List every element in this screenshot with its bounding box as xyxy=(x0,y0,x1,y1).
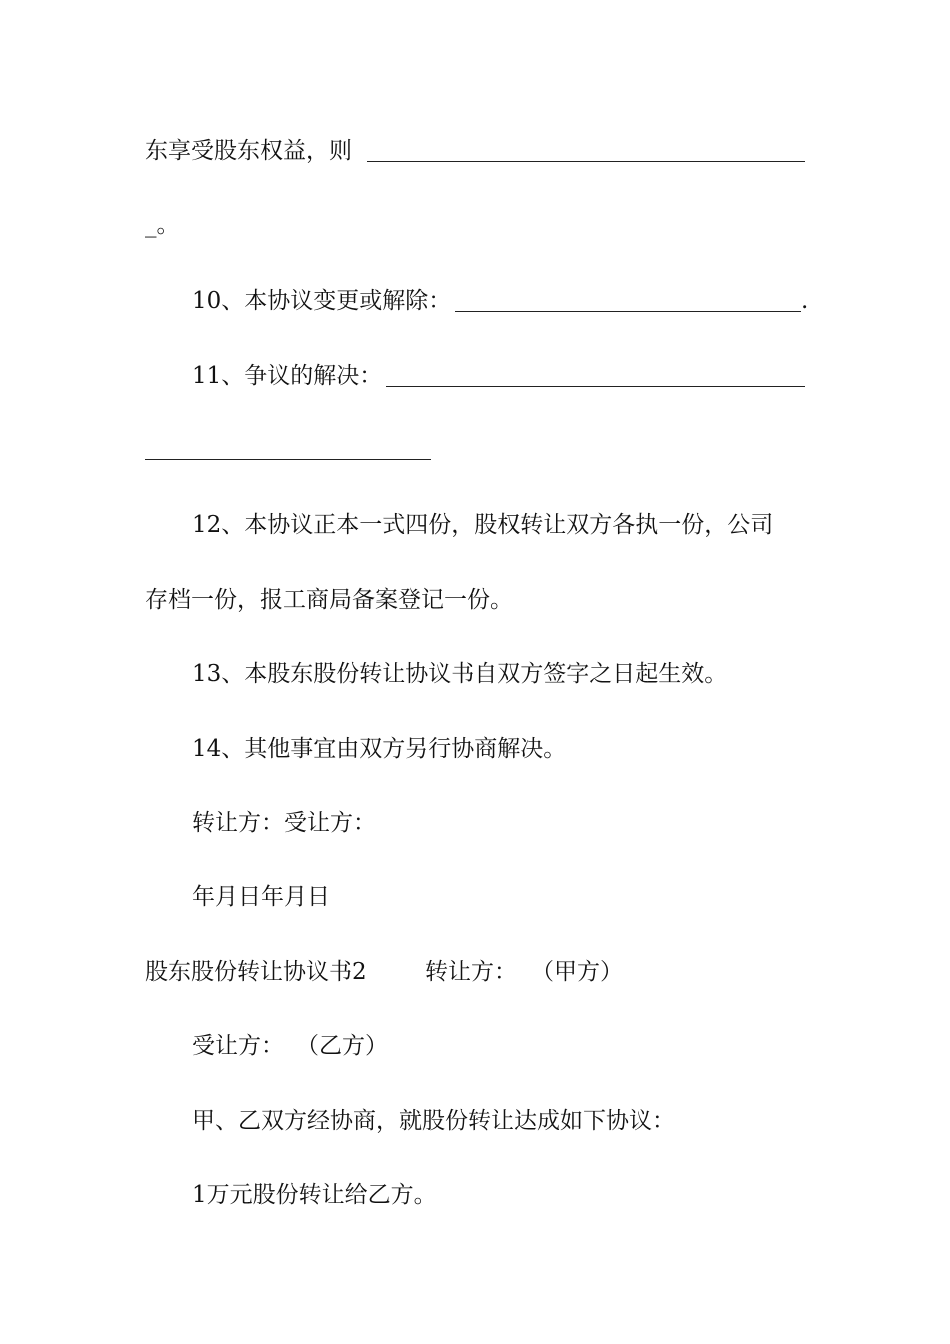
agreement-2-transferee-label: 受让方： xyxy=(192,1033,284,1059)
clause-13-text: 13、本股东股份转让协议书自双方签字之日起生效。 xyxy=(192,661,728,687)
clause-10-period: . xyxy=(801,288,809,314)
signature-dates: 年月日年月日 xyxy=(192,884,330,910)
agreement-2-party-a: （甲方） xyxy=(531,959,623,985)
clause-12-text: 12、本协议正本一式四份，股权转让双方各执一份，公司 xyxy=(192,512,774,538)
text-line-blank-end: _。 xyxy=(145,212,180,238)
agreement-2-clause-1: 1万元股份转让给乙方。 xyxy=(192,1182,437,1208)
agreement-2-party-b: （乙方） xyxy=(296,1033,388,1059)
fill-in-blank xyxy=(367,161,805,162)
fill-in-blank-continued xyxy=(145,459,431,460)
signature-parties: 转让方：受让方： xyxy=(192,810,376,836)
fill-in-blank xyxy=(386,386,805,387)
clause-10-text: 10、本协议变更或解除： xyxy=(192,288,452,314)
clause-12-continued: 存档一份，报工商局备案登记一份。 xyxy=(145,587,513,613)
clause-14-text: 14、其他事宜由双方另行协商解决。 xyxy=(192,736,567,762)
agreement-2-transferor-label: 转让方： xyxy=(425,959,517,985)
fill-in-blank xyxy=(455,311,801,312)
agreement-2-intro: 甲、乙双方经协商，就股份转让达成如下协议： xyxy=(192,1108,675,1134)
text-line-shareholder-rights: 东享受股东权益，则 xyxy=(145,138,352,164)
agreement-2-title: 股东股份转让协议书2 xyxy=(145,959,367,985)
clause-11-text: 11、争议的解决： xyxy=(192,363,383,389)
